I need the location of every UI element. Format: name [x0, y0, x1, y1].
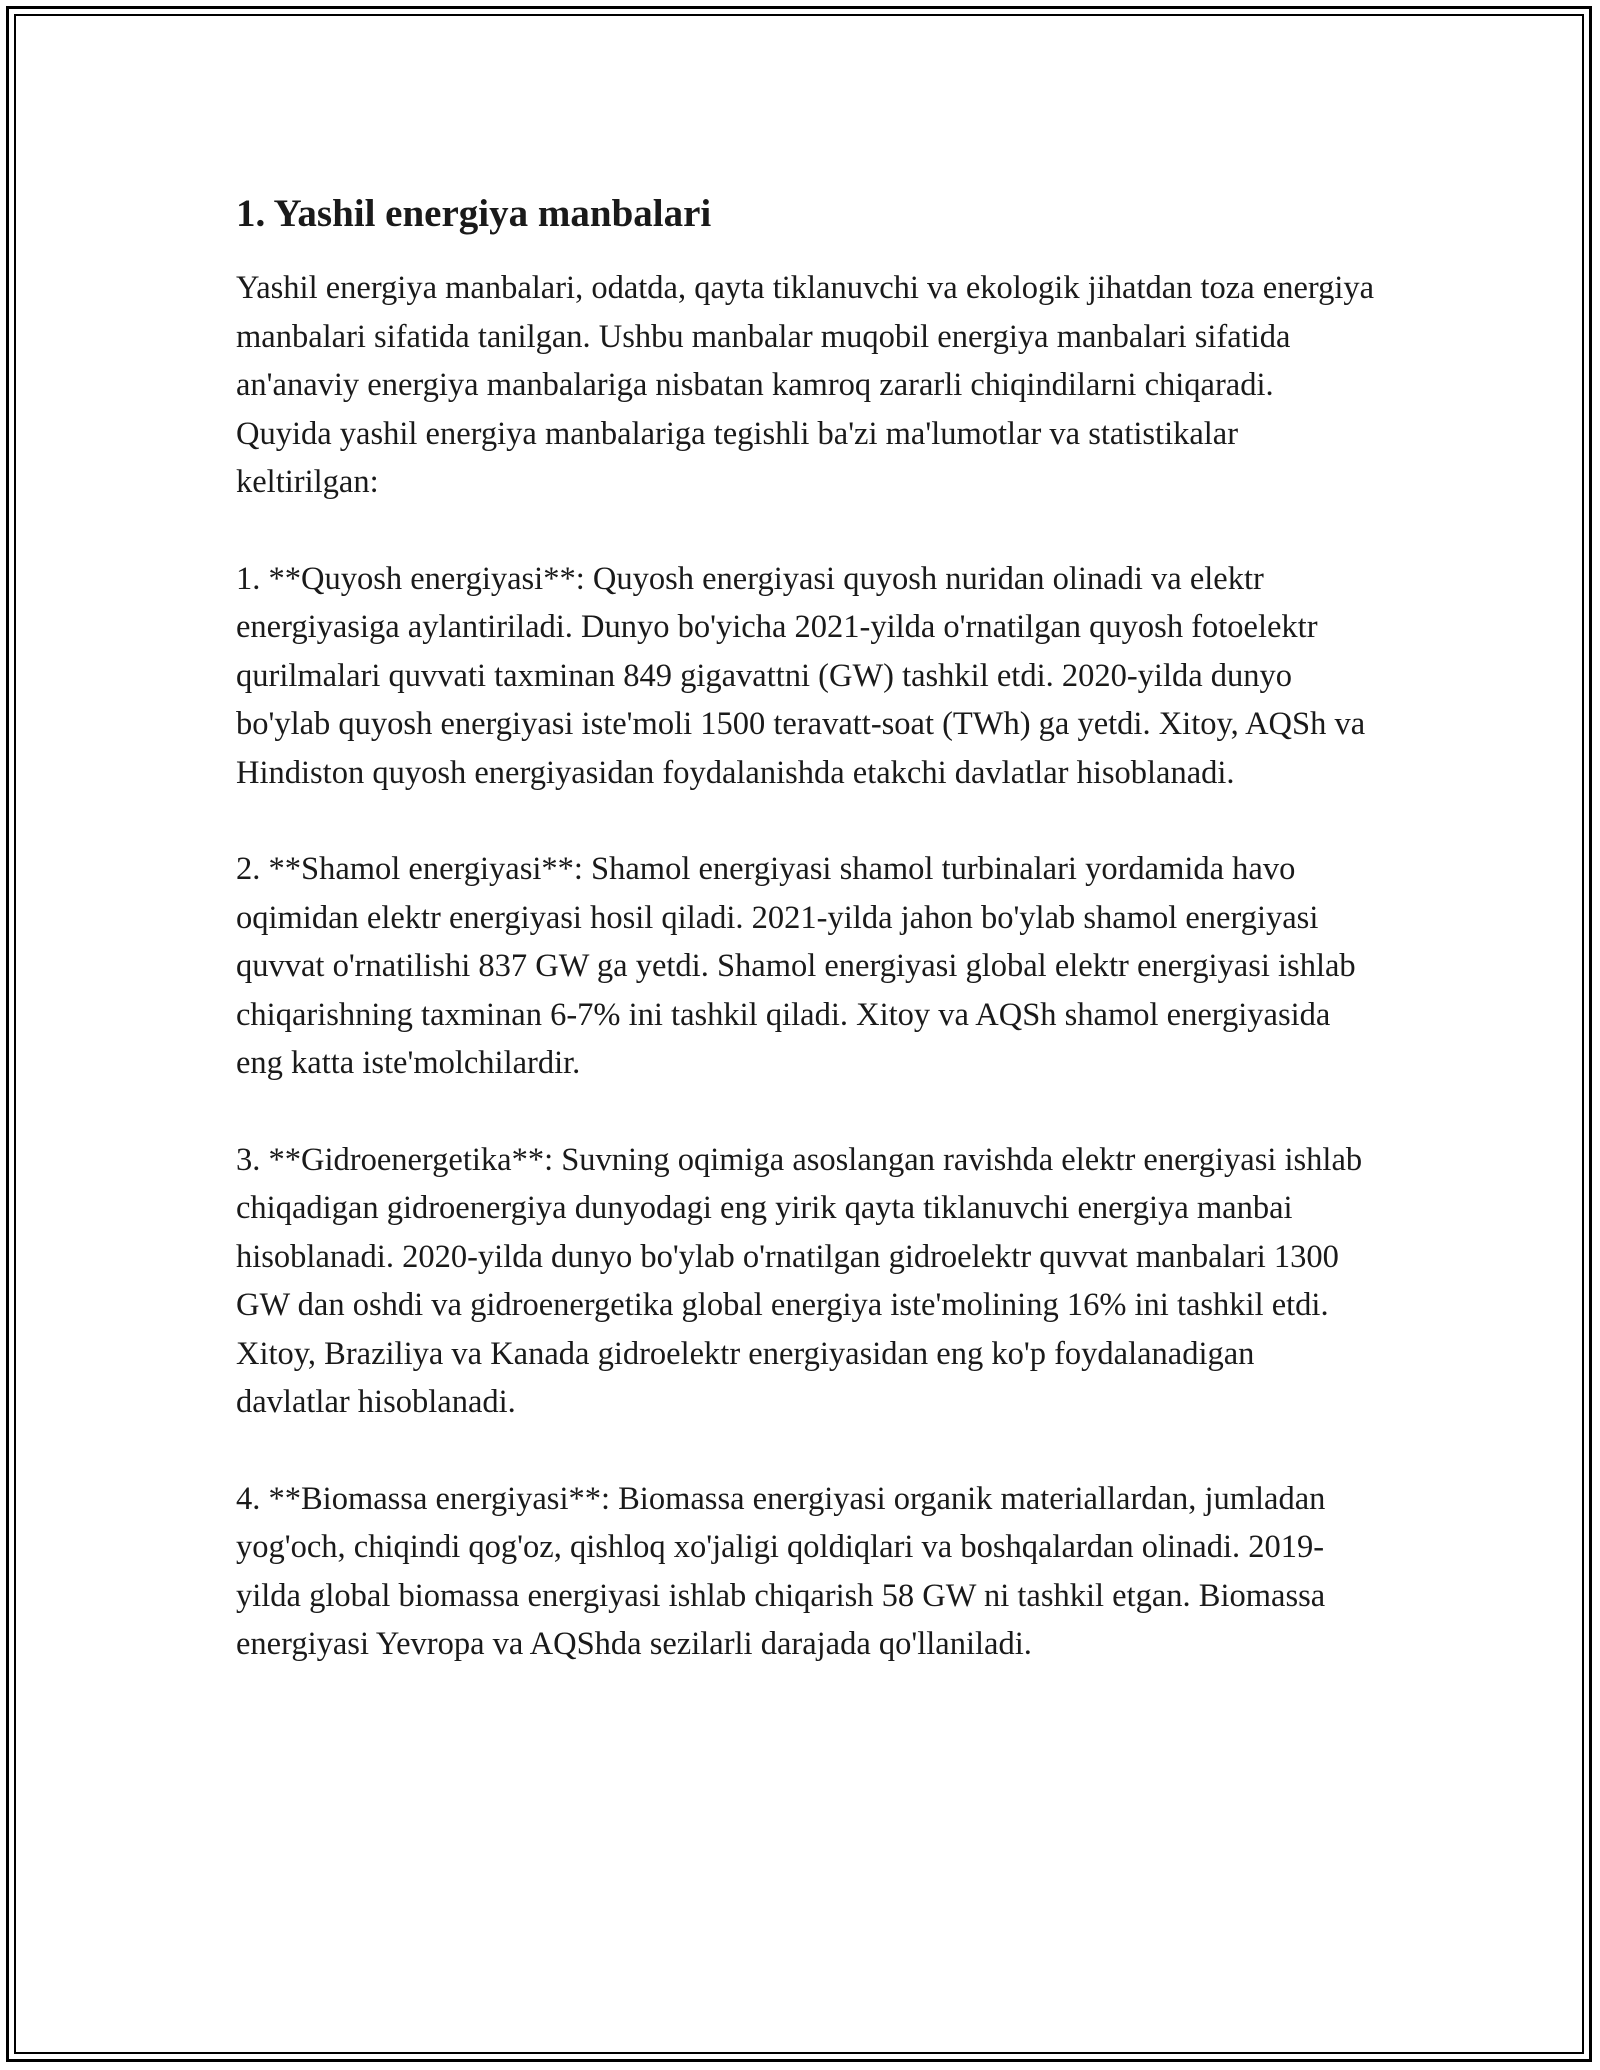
document-body — [236, 186, 1376, 1717]
solar-energy-paragraph: 1. **Quyosh energiyasi**: Quyosh energiyasi quyosh nuridan olinadi va elektr energiyasiga aylantiriladi. Dunyo bo'yicha 2021-yilda o'rnatilgan quyosh fotoelektr qurilmalari quvvati taxminan 849 gigavattni (GW) tashkil etdi. 2020-yilda dunyo bo'ylab quyosh energiyasi iste'moli 1500 teravatt-soat (TWh) ga yetdi. Xitoy, AQSh va Hindiston quyosh energiyasidan foydalanishda etakchi davlatlar hisoblanadi. — [236, 560, 1366, 791]
intro-paragraph: Yashil energiya manbalari, odatda, qayta tiklanuvchi va ekologik jihatdan toza energiya manbalari sifatida tanilgan. Ushbu manbalar muqobil energiya manbalari sifatida an'anaviy energiya manbalariga nisbatan kamroq zararli chiqindilarni chiqaradi. Quyida yashil energiya manbalariga tegishli ba'zi ma'lumotlar va statistikalar keltirilgan: — [236, 270, 1375, 500]
document-title: 1. Yashil energiya manbalari — [236, 192, 712, 235]
wind-energy-paragraph: 2. **Shamol energiyasi**: Shamol energiyasi shamol turbinalari yordamida havo oqimidan elektr energiyasi hosil qiladi. 2021-yilda jahon bo'ylab shamol energiyasi quvvat o'rnatilishi 837 GW ga yetdi. Shamol energiyasi global elektr energiyasi ishlab chiqarishning taxminan 6-7% ini tashkil qiladi. Xitoy va AQSh shamol energiyasida eng katta iste'molchilardir. — [236, 851, 1356, 1081]
hydro-energy-paragraph: 3. **Gidroenergetika**: Suvning oqimiga asoslangan ravishda elektr energiyasi ishlab chiqadigan gidroenergiya dunyodagi eng yirik qayta tiklanuvchi energiya manbai hisoblanadi. 2020-yilda dunyo bo'ylab o'rnatilgan gidroelektr quvvat manbalari 1300 GW dan oshdi va gidroenergetika global energiya iste'molining 16% ini tashkil etdi. Xitoy, Braziliya va Kanada gidroelektr energiyasidan eng ko'p foydalanadigan davlatlar hisoblanadi. — [236, 1141, 1363, 1420]
biomass-energy-paragraph: 4. **Biomassa energiyasi**: Biomassa energiyasi organik materiallardan, jumladan yog'och, chiqindi qog'oz, qishloq xo'jaligi qoldiqlari va boshqalardan olinadi. 2019-yilda global biomassa energiyasi ishlab chiqarish 58 GW ni tashkil etgan. Biomassa energiyasi Yevropa va AQShda sezilarli darajada qo'llaniladi. — [236, 1480, 1326, 1662]
